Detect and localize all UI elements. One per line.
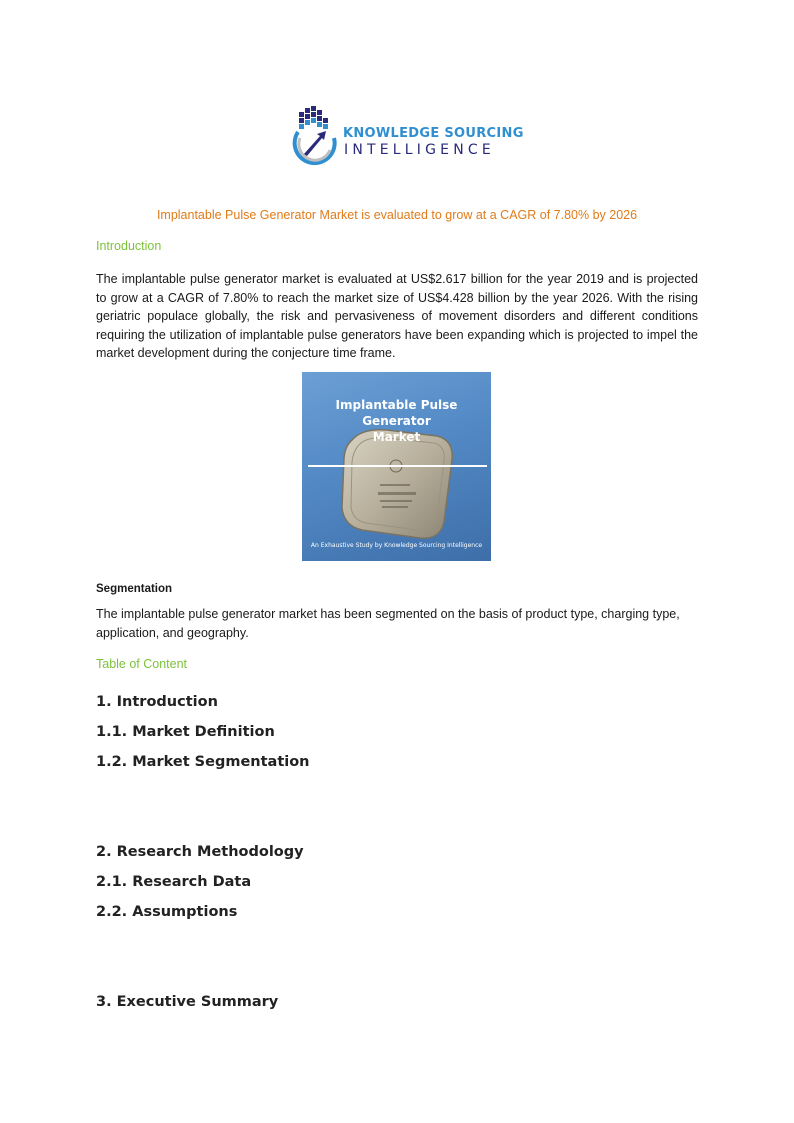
document-title: Implantable Pulse Generator Market is evaluated to grow at a CAGR of 7.80% by 2026 [156,208,638,222]
toc-heading: Table of Content [96,657,188,671]
toc-item: 2.1. Research Data [96,874,252,890]
cover-caption: An Exhaustive Study by Knowledge Sourcing Intelligence [310,542,483,549]
logo-building-icon [290,104,340,166]
introduction-paragraph: The implantable pulse generator market is evaluated at US$2.617 billion for the year 2019 and is projected to grow at a CAGR of 7.80% to reach the market size of US$4.428 billion by the year 2026. With the rising geriatric populace globally, the risk and pervasiveness of movement disorders and different conditions requiring the utilization of implantable pulse generators have been expanding which is projected to impel the market development during the conjecture time frame. [96,272,698,360]
cover-title-line2: Market [372,430,421,444]
cover-divider [308,465,487,467]
toc-item: 1.2. Market Segmentation [96,754,310,770]
logo-text-secondary: INTELLIGENCE [344,142,495,158]
toc-item: 3. Executive Summary [96,994,279,1010]
segmentation-heading: Segmentation [96,583,173,595]
toc-item: 2.2. Assumptions [96,904,238,920]
cover-title [302,397,491,445]
toc-item: 1.1. Market Definition [96,724,275,740]
company-logo [290,104,524,166]
segmentation-paragraph: The implantable pulse generator market has been segmented on the basis of product type, charging type, application, and geography. [96,607,680,640]
cover-title-line1: Implantable Pulse Generator [335,398,458,428]
logo-text-primary: KNOWLEDGE SOURCING [343,126,524,141]
introduction-heading: Introduction [96,239,162,253]
cover-image [302,372,491,561]
toc-item: 1. Introduction [96,694,218,710]
toc-item: 2. Research Methodology [96,844,304,860]
